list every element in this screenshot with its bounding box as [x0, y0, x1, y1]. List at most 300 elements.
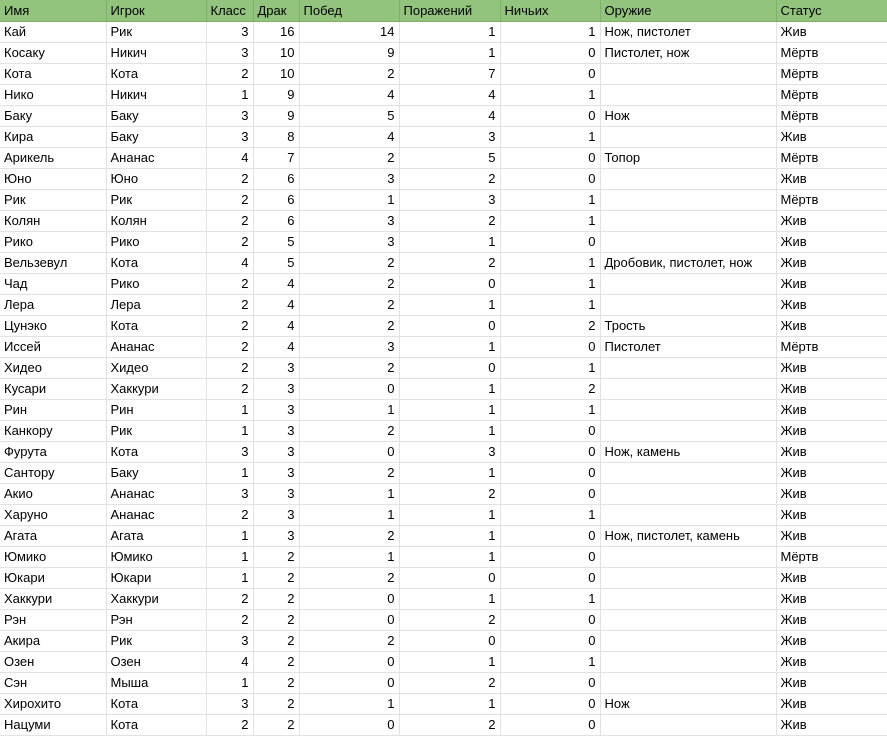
cell-player[interactable]: Кота: [106, 63, 206, 84]
cell-losses[interactable]: 1: [399, 294, 500, 315]
cell-wins[interactable]: 0: [299, 378, 399, 399]
cell-wins[interactable]: 1: [299, 693, 399, 714]
cell-losses[interactable]: 2: [399, 714, 500, 735]
cell-draws[interactable]: 1: [500, 21, 600, 42]
cell-fights[interactable]: 2: [253, 693, 299, 714]
cell-status[interactable]: Жив: [776, 567, 887, 588]
cell-status[interactable]: Жив: [776, 168, 887, 189]
cell-class[interactable]: 1: [206, 420, 253, 441]
cell-status[interactable]: Жив: [776, 231, 887, 252]
cell-fights[interactable]: 9: [253, 84, 299, 105]
cell-wins[interactable]: 2: [299, 63, 399, 84]
header-class[interactable]: Класс: [206, 0, 253, 21]
cell-weapon[interactable]: [600, 357, 776, 378]
cell-losses[interactable]: 1: [399, 378, 500, 399]
cell-class[interactable]: 2: [206, 294, 253, 315]
cell-weapon[interactable]: Топор: [600, 147, 776, 168]
cell-draws[interactable]: 0: [500, 714, 600, 735]
cell-wins[interactable]: 3: [299, 210, 399, 231]
cell-draws[interactable]: 0: [500, 546, 600, 567]
cell-name[interactable]: Сантору: [0, 462, 106, 483]
cell-name[interactable]: Юмико: [0, 546, 106, 567]
cell-name[interactable]: Рик: [0, 189, 106, 210]
cell-fights[interactable]: 2: [253, 630, 299, 651]
cell-wins[interactable]: 3: [299, 336, 399, 357]
cell-draws[interactable]: 0: [500, 231, 600, 252]
cell-fights[interactable]: 3: [253, 399, 299, 420]
cell-player[interactable]: Никич: [106, 42, 206, 63]
cell-weapon[interactable]: [600, 714, 776, 735]
cell-draws[interactable]: 0: [500, 168, 600, 189]
header-draws[interactable]: Ничьих: [500, 0, 600, 21]
cell-wins[interactable]: 1: [299, 546, 399, 567]
cell-weapon[interactable]: Пистолет, нож: [600, 42, 776, 63]
cell-draws[interactable]: 1: [500, 588, 600, 609]
cell-status[interactable]: Жив: [776, 462, 887, 483]
cell-name[interactable]: Арикель: [0, 147, 106, 168]
cell-weapon[interactable]: Дробовик, пистолет, нож: [600, 252, 776, 273]
cell-name[interactable]: Колян: [0, 210, 106, 231]
cell-player[interactable]: Рик: [106, 189, 206, 210]
cell-weapon[interactable]: Нож, камень: [600, 441, 776, 462]
cell-weapon[interactable]: [600, 399, 776, 420]
cell-class[interactable]: 2: [206, 210, 253, 231]
cell-fights[interactable]: 16: [253, 21, 299, 42]
cell-player[interactable]: Кота: [106, 693, 206, 714]
cell-status[interactable]: Жив: [776, 357, 887, 378]
cell-class[interactable]: 1: [206, 399, 253, 420]
cell-fights[interactable]: 2: [253, 672, 299, 693]
cell-fights[interactable]: 4: [253, 315, 299, 336]
cell-status[interactable]: Жив: [776, 294, 887, 315]
cell-name[interactable]: Акира: [0, 630, 106, 651]
cell-fights[interactable]: 5: [253, 231, 299, 252]
cell-fights[interactable]: 9: [253, 105, 299, 126]
cell-wins[interactable]: 0: [299, 588, 399, 609]
cell-player[interactable]: Рэн: [106, 609, 206, 630]
cell-fights[interactable]: 6: [253, 168, 299, 189]
cell-name[interactable]: Хаккури: [0, 588, 106, 609]
cell-fights[interactable]: 6: [253, 189, 299, 210]
cell-losses[interactable]: 2: [399, 672, 500, 693]
cell-name[interactable]: Чад: [0, 273, 106, 294]
cell-draws[interactable]: 0: [500, 693, 600, 714]
cell-draws[interactable]: 1: [500, 210, 600, 231]
cell-weapon[interactable]: [600, 126, 776, 147]
cell-wins[interactable]: 2: [299, 567, 399, 588]
cell-status[interactable]: Жив: [776, 21, 887, 42]
cell-draws[interactable]: 1: [500, 189, 600, 210]
cell-player[interactable]: Ананас: [106, 504, 206, 525]
cell-draws[interactable]: 1: [500, 399, 600, 420]
cell-weapon[interactable]: [600, 588, 776, 609]
cell-losses[interactable]: 3: [399, 189, 500, 210]
cell-name[interactable]: Рин: [0, 399, 106, 420]
cell-losses[interactable]: 2: [399, 252, 500, 273]
cell-draws[interactable]: 0: [500, 462, 600, 483]
cell-wins[interactable]: 3: [299, 231, 399, 252]
cell-weapon[interactable]: Пистолет: [600, 336, 776, 357]
cell-class[interactable]: 2: [206, 609, 253, 630]
cell-name[interactable]: Хирохито: [0, 693, 106, 714]
cell-losses[interactable]: 1: [399, 546, 500, 567]
cell-wins[interactable]: 1: [299, 189, 399, 210]
cell-losses[interactable]: 1: [399, 525, 500, 546]
cell-player[interactable]: Рик: [106, 420, 206, 441]
cell-fights[interactable]: 3: [253, 504, 299, 525]
cell-draws[interactable]: 1: [500, 252, 600, 273]
cell-draws[interactable]: 0: [500, 42, 600, 63]
cell-wins[interactable]: 0: [299, 651, 399, 672]
cell-class[interactable]: 1: [206, 567, 253, 588]
cell-status[interactable]: Мёртв: [776, 63, 887, 84]
cell-draws[interactable]: 0: [500, 441, 600, 462]
cell-fights[interactable]: 2: [253, 588, 299, 609]
cell-weapon[interactable]: [600, 672, 776, 693]
cell-wins[interactable]: 2: [299, 525, 399, 546]
cell-player[interactable]: Юно: [106, 168, 206, 189]
cell-status[interactable]: Мёртв: [776, 105, 887, 126]
cell-losses[interactable]: 0: [399, 630, 500, 651]
cell-player[interactable]: Рико: [106, 231, 206, 252]
cell-class[interactable]: 2: [206, 315, 253, 336]
cell-fights[interactable]: 3: [253, 441, 299, 462]
cell-losses[interactable]: 1: [399, 42, 500, 63]
cell-player[interactable]: Лера: [106, 294, 206, 315]
cell-status[interactable]: Мёртв: [776, 546, 887, 567]
cell-class[interactable]: 2: [206, 336, 253, 357]
cell-class[interactable]: 2: [206, 168, 253, 189]
cell-status[interactable]: Жив: [776, 252, 887, 273]
cell-status[interactable]: Жив: [776, 504, 887, 525]
cell-player[interactable]: Ананас: [106, 336, 206, 357]
cell-fights[interactable]: 10: [253, 63, 299, 84]
cell-losses[interactable]: 2: [399, 483, 500, 504]
cell-status[interactable]: Жив: [776, 525, 887, 546]
cell-fights[interactable]: 3: [253, 462, 299, 483]
cell-weapon[interactable]: [600, 189, 776, 210]
cell-class[interactable]: 3: [206, 42, 253, 63]
cell-draws[interactable]: 0: [500, 567, 600, 588]
cell-fights[interactable]: 4: [253, 294, 299, 315]
cell-wins[interactable]: 14: [299, 21, 399, 42]
cell-class[interactable]: 2: [206, 378, 253, 399]
cell-losses[interactable]: 2: [399, 210, 500, 231]
cell-weapon[interactable]: [600, 651, 776, 672]
cell-draws[interactable]: 0: [500, 525, 600, 546]
cell-losses[interactable]: 1: [399, 693, 500, 714]
cell-draws[interactable]: 0: [500, 672, 600, 693]
cell-name[interactable]: Юкари: [0, 567, 106, 588]
cell-name[interactable]: Вельзевул: [0, 252, 106, 273]
header-fights[interactable]: Драк: [253, 0, 299, 21]
cell-wins[interactable]: 1: [299, 399, 399, 420]
cell-class[interactable]: 1: [206, 672, 253, 693]
cell-draws[interactable]: 0: [500, 147, 600, 168]
cell-class[interactable]: 2: [206, 714, 253, 735]
cell-wins[interactable]: 1: [299, 504, 399, 525]
cell-losses[interactable]: 0: [399, 567, 500, 588]
cell-name[interactable]: Косаку: [0, 42, 106, 63]
cell-draws[interactable]: 1: [500, 126, 600, 147]
cell-weapon[interactable]: [600, 462, 776, 483]
cell-wins[interactable]: 0: [299, 672, 399, 693]
cell-class[interactable]: 3: [206, 693, 253, 714]
cell-status[interactable]: Мёртв: [776, 84, 887, 105]
cell-losses[interactable]: 1: [399, 462, 500, 483]
cell-wins[interactable]: 2: [299, 420, 399, 441]
cell-player[interactable]: Юкари: [106, 567, 206, 588]
cell-losses[interactable]: 3: [399, 441, 500, 462]
cell-player[interactable]: Баку: [106, 126, 206, 147]
cell-status[interactable]: Мёртв: [776, 336, 887, 357]
cell-draws[interactable]: 0: [500, 336, 600, 357]
cell-name[interactable]: Озен: [0, 651, 106, 672]
cell-class[interactable]: 3: [206, 126, 253, 147]
cell-fights[interactable]: 3: [253, 378, 299, 399]
cell-class[interactable]: 1: [206, 462, 253, 483]
cell-class[interactable]: 4: [206, 651, 253, 672]
cell-class[interactable]: 2: [206, 588, 253, 609]
cell-fights[interactable]: 7: [253, 147, 299, 168]
cell-name[interactable]: Нацуми: [0, 714, 106, 735]
cell-name[interactable]: Сэн: [0, 672, 106, 693]
cell-name[interactable]: Цунэко: [0, 315, 106, 336]
cell-status[interactable]: Мёртв: [776, 147, 887, 168]
cell-class[interactable]: 2: [206, 231, 253, 252]
cell-wins[interactable]: 0: [299, 441, 399, 462]
cell-name[interactable]: Иссей: [0, 336, 106, 357]
header-losses[interactable]: Поражений: [399, 0, 500, 21]
cell-player[interactable]: Никич: [106, 84, 206, 105]
cell-player[interactable]: Рин: [106, 399, 206, 420]
cell-draws[interactable]: 1: [500, 504, 600, 525]
cell-draws[interactable]: 2: [500, 378, 600, 399]
cell-weapon[interactable]: Нож: [600, 693, 776, 714]
header-wins[interactable]: Побед: [299, 0, 399, 21]
cell-name[interactable]: Рико: [0, 231, 106, 252]
cell-losses[interactable]: 2: [399, 168, 500, 189]
cell-status[interactable]: Жив: [776, 609, 887, 630]
cell-class[interactable]: 1: [206, 84, 253, 105]
cell-player[interactable]: Кота: [106, 315, 206, 336]
cell-status[interactable]: Жив: [776, 315, 887, 336]
cell-weapon[interactable]: [600, 504, 776, 525]
cell-draws[interactable]: 0: [500, 105, 600, 126]
cell-player[interactable]: Кота: [106, 252, 206, 273]
cell-draws[interactable]: 0: [500, 63, 600, 84]
cell-losses[interactable]: 0: [399, 357, 500, 378]
cell-weapon[interactable]: [600, 168, 776, 189]
cell-fights[interactable]: 10: [253, 42, 299, 63]
cell-status[interactable]: Жив: [776, 651, 887, 672]
cell-losses[interactable]: 0: [399, 315, 500, 336]
cell-fights[interactable]: 3: [253, 525, 299, 546]
cell-fights[interactable]: 2: [253, 609, 299, 630]
cell-draws[interactable]: 1: [500, 651, 600, 672]
cell-name[interactable]: Нико: [0, 84, 106, 105]
cell-weapon[interactable]: [600, 546, 776, 567]
cell-draws[interactable]: 0: [500, 609, 600, 630]
cell-fights[interactable]: 2: [253, 546, 299, 567]
cell-losses[interactable]: 4: [399, 84, 500, 105]
cell-wins[interactable]: 4: [299, 126, 399, 147]
cell-class[interactable]: 2: [206, 273, 253, 294]
cell-status[interactable]: Жив: [776, 630, 887, 651]
cell-player[interactable]: Озен: [106, 651, 206, 672]
cell-fights[interactable]: 2: [253, 567, 299, 588]
cell-losses[interactable]: 5: [399, 147, 500, 168]
cell-fights[interactable]: 8: [253, 126, 299, 147]
cell-weapon[interactable]: [600, 567, 776, 588]
cell-player[interactable]: Ананас: [106, 147, 206, 168]
cell-fights[interactable]: 4: [253, 336, 299, 357]
cell-draws[interactable]: 1: [500, 273, 600, 294]
cell-class[interactable]: 3: [206, 441, 253, 462]
cell-name[interactable]: Канкору: [0, 420, 106, 441]
cell-status[interactable]: Жив: [776, 126, 887, 147]
cell-wins[interactable]: 1: [299, 483, 399, 504]
cell-wins[interactable]: 9: [299, 42, 399, 63]
cell-weapon[interactable]: [600, 273, 776, 294]
cell-weapon[interactable]: [600, 378, 776, 399]
cell-player[interactable]: Кота: [106, 441, 206, 462]
cell-losses[interactable]: 1: [399, 420, 500, 441]
cell-class[interactable]: 3: [206, 630, 253, 651]
cell-weapon[interactable]: [600, 63, 776, 84]
cell-name[interactable]: Лера: [0, 294, 106, 315]
cell-weapon[interactable]: Трость: [600, 315, 776, 336]
cell-player[interactable]: Юмико: [106, 546, 206, 567]
cell-weapon[interactable]: Нож, пистолет: [600, 21, 776, 42]
cell-name[interactable]: Кусари: [0, 378, 106, 399]
cell-wins[interactable]: 2: [299, 147, 399, 168]
cell-losses[interactable]: 1: [399, 21, 500, 42]
cell-losses[interactable]: 1: [399, 399, 500, 420]
cell-losses[interactable]: 4: [399, 105, 500, 126]
cell-wins[interactable]: 2: [299, 252, 399, 273]
cell-player[interactable]: Агата: [106, 525, 206, 546]
cell-player[interactable]: Баку: [106, 462, 206, 483]
cell-fights[interactable]: 6: [253, 210, 299, 231]
cell-weapon[interactable]: [600, 294, 776, 315]
cell-weapon[interactable]: [600, 483, 776, 504]
cell-draws[interactable]: 2: [500, 315, 600, 336]
cell-losses[interactable]: 3: [399, 126, 500, 147]
cell-name[interactable]: Рэн: [0, 609, 106, 630]
cell-class[interactable]: 1: [206, 546, 253, 567]
cell-weapon[interactable]: [600, 210, 776, 231]
cell-class[interactable]: 3: [206, 105, 253, 126]
cell-name[interactable]: Харуно: [0, 504, 106, 525]
cell-status[interactable]: Жив: [776, 483, 887, 504]
cell-player[interactable]: Рик: [106, 21, 206, 42]
cell-class[interactable]: 4: [206, 147, 253, 168]
cell-name[interactable]: Кота: [0, 63, 106, 84]
cell-fights[interactable]: 4: [253, 273, 299, 294]
cell-wins[interactable]: 2: [299, 294, 399, 315]
cell-fights[interactable]: 3: [253, 357, 299, 378]
cell-draws[interactable]: 1: [500, 357, 600, 378]
cell-class[interactable]: 2: [206, 63, 253, 84]
header-weapon[interactable]: Оружие: [600, 0, 776, 21]
cell-draws[interactable]: 1: [500, 294, 600, 315]
cell-status[interactable]: Жив: [776, 714, 887, 735]
cell-class[interactable]: 4: [206, 252, 253, 273]
cell-fights[interactable]: 2: [253, 651, 299, 672]
cell-losses[interactable]: 1: [399, 336, 500, 357]
cell-name[interactable]: Юно: [0, 168, 106, 189]
cell-wins[interactable]: 5: [299, 105, 399, 126]
cell-draws[interactable]: 0: [500, 630, 600, 651]
cell-name[interactable]: Хидео: [0, 357, 106, 378]
cell-weapon[interactable]: [600, 609, 776, 630]
cell-class[interactable]: 3: [206, 483, 253, 504]
header-name[interactable]: Имя: [0, 0, 106, 21]
cell-class[interactable]: 3: [206, 21, 253, 42]
cell-name[interactable]: Фурута: [0, 441, 106, 462]
cell-status[interactable]: Жив: [776, 441, 887, 462]
cell-losses[interactable]: 1: [399, 651, 500, 672]
cell-status[interactable]: Жив: [776, 588, 887, 609]
cell-fights[interactable]: 2: [253, 714, 299, 735]
cell-losses[interactable]: 1: [399, 504, 500, 525]
cell-wins[interactable]: 3: [299, 168, 399, 189]
cell-fights[interactable]: 3: [253, 483, 299, 504]
cell-player[interactable]: Рико: [106, 273, 206, 294]
cell-status[interactable]: Жив: [776, 273, 887, 294]
cell-status[interactable]: Жив: [776, 378, 887, 399]
cell-player[interactable]: Мыша: [106, 672, 206, 693]
cell-losses[interactable]: 0: [399, 273, 500, 294]
cell-name[interactable]: Кай: [0, 21, 106, 42]
cell-wins[interactable]: 0: [299, 714, 399, 735]
cell-status[interactable]: Жив: [776, 420, 887, 441]
cell-weapon[interactable]: [600, 84, 776, 105]
cell-losses[interactable]: 1: [399, 231, 500, 252]
header-player[interactable]: Игрок: [106, 0, 206, 21]
cell-player[interactable]: Кота: [106, 714, 206, 735]
cell-fights[interactable]: 5: [253, 252, 299, 273]
cell-losses[interactable]: 2: [399, 609, 500, 630]
cell-wins[interactable]: 0: [299, 609, 399, 630]
cell-wins[interactable]: 2: [299, 357, 399, 378]
cell-player[interactable]: Баку: [106, 105, 206, 126]
cell-status[interactable]: Жив: [776, 210, 887, 231]
cell-draws[interactable]: 1: [500, 84, 600, 105]
cell-status[interactable]: Мёртв: [776, 42, 887, 63]
cell-player[interactable]: Рик: [106, 630, 206, 651]
cell-draws[interactable]: 0: [500, 483, 600, 504]
cell-weapon[interactable]: Нож: [600, 105, 776, 126]
cell-player[interactable]: Колян: [106, 210, 206, 231]
cell-fights[interactable]: 3: [253, 420, 299, 441]
cell-draws[interactable]: 0: [500, 420, 600, 441]
cell-losses[interactable]: 1: [399, 588, 500, 609]
cell-player[interactable]: Хидео: [106, 357, 206, 378]
cell-class[interactable]: 1: [206, 525, 253, 546]
cell-status[interactable]: Мёртв: [776, 189, 887, 210]
cell-status[interactable]: Жив: [776, 693, 887, 714]
cell-name[interactable]: Агата: [0, 525, 106, 546]
cell-name[interactable]: Акио: [0, 483, 106, 504]
cell-name[interactable]: Кира: [0, 126, 106, 147]
cell-class[interactable]: 2: [206, 189, 253, 210]
cell-status[interactable]: Жив: [776, 399, 887, 420]
cell-class[interactable]: 2: [206, 357, 253, 378]
cell-weapon[interactable]: [600, 420, 776, 441]
cell-name[interactable]: Баку: [0, 105, 106, 126]
